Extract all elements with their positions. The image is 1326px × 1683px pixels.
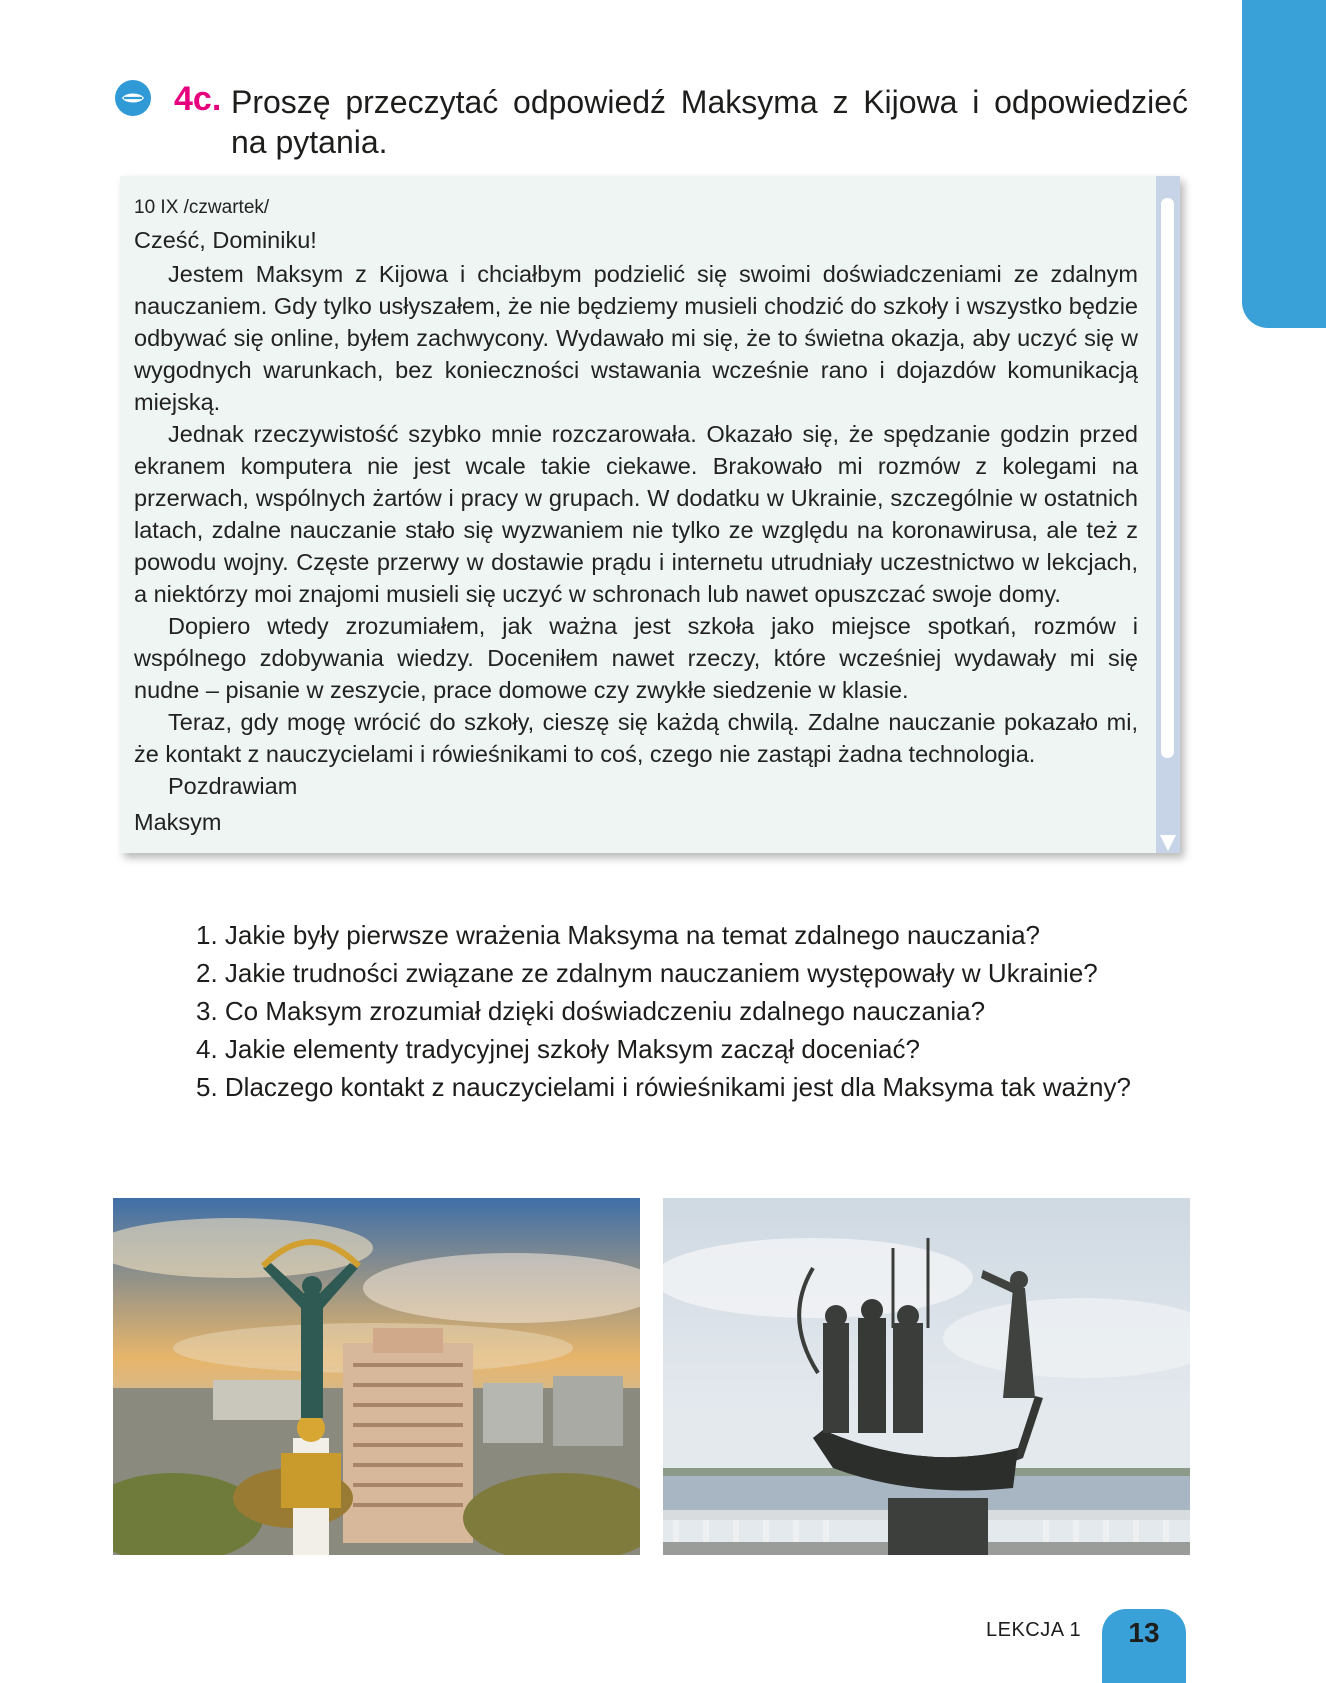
speech-lips-icon bbox=[115, 80, 151, 116]
letter-paragraph: Jestem Maksym z Kijowa i chciałbym podzielić się swoimi doświadczeniami ze zdalnym nauczaniem. Gdy tylko usłyszałem, że nie będziemy musieli chodzić do szkoły i wszystko będzie odbywać się online, byłem zachwycony. Wydawało mi się, że to świetna okazja, aby uczyć się w wygodnych warunkach, bez konieczności wstawania wcześnie rano i dojazdów komunikacją miejską. bbox=[134, 261, 1138, 415]
letter-greeting: Cześć, Dominiku! bbox=[134, 227, 317, 253]
side-tab-decoration bbox=[1242, 0, 1326, 328]
question-item: 2. Jakie trudności związane ze zdalnym nauczaniem występowały w Ukrainie? bbox=[196, 958, 1098, 988]
page-number: 13 bbox=[1128, 1617, 1160, 1648]
question-item: 4. Jakie elementy tradycyjnej szkoły Maksym zaczął doceniać? bbox=[196, 1034, 920, 1064]
exercise-number: 4c. bbox=[174, 80, 222, 118]
letter-paragraph: Teraz, gdy mogę wrócić do szkoły, cieszę się każdą chwilą. Zdalne nauczanie pokazało mi, że kontakt z nauczycielami i rówieśnikami to coś, czego nie zastąpi żadna technologia. bbox=[134, 709, 1138, 767]
letter-content bbox=[134, 194, 1138, 838]
scroll-down-arrow-icon[interactable] bbox=[1160, 835, 1176, 851]
question-item: 5. Dlaczego kontakt z nauczycielami i rówieśnikami jest dla Maksyma tak ważny? bbox=[196, 1072, 1131, 1102]
page-number-tab bbox=[1102, 1609, 1186, 1683]
letter-paragraph: Jednak rzeczywistość szybko mnie rozczarowała. Okazało się, że spędzanie godzin przed ekranem komputera nie jest wcale takie ciekawe. Brakowało mi rozmów z kolegami na przerwach, wspólnych żartów i pracy w grupach. W dodatku w Ukrainie, szczególnie w ostatnich latach, zdalne nauczanie stało się wyzwaniem nie tylko ze względu na koronawirusa, ale też z powodu wojny. Częste przerwy w dostawie prądu i internetu utrudniały uczestnictwo w lekcjach, a niektórzy moi znajomi musieli się uczyć w schronach lub nawet opuszczać swoje domy. bbox=[134, 421, 1138, 607]
letter-date: 10 IX /czwartek/ bbox=[134, 197, 270, 218]
letter-scroll-box[interactable] bbox=[120, 176, 1180, 853]
letter-closing: Pozdrawiam bbox=[168, 773, 298, 799]
questions-list bbox=[196, 916, 1131, 1106]
question-item: 1. Jakie były pierwsze wrażenia Maksyma na temat zdalnego nauczania? bbox=[196, 920, 1040, 950]
letter-paragraph: Dopiero wtedy zrozumiałem, jak ważna jest szkoła jako miejsce spotkań, rozmów i wspólnego zdobywania wiedzy. Doceniłem nawet rzeczy, które wcześniej wydawały mi się nudne – pisanie w zeszycie, prace domowe czy zwykłe siedzenie w klasie. bbox=[134, 613, 1138, 703]
scrollbar[interactable] bbox=[1156, 176, 1180, 853]
scrollbar-thumb[interactable] bbox=[1161, 198, 1174, 758]
question-item: 3. Co Maksym zrozumiał dzięki doświadczeniu zdalnego nauczania? bbox=[196, 996, 986, 1026]
exercise-instruction: Proszę przeczytać odpowiedź Maksyma z Kijowa i odpowiedzieć na pytania. bbox=[231, 84, 1188, 160]
lesson-label: LEKCJA 1 bbox=[986, 1619, 1082, 1641]
independence-monument-photo bbox=[113, 1198, 640, 1555]
letter-signature: Maksym bbox=[134, 809, 222, 835]
founders-of-kyiv-monument-photo bbox=[663, 1198, 1190, 1555]
